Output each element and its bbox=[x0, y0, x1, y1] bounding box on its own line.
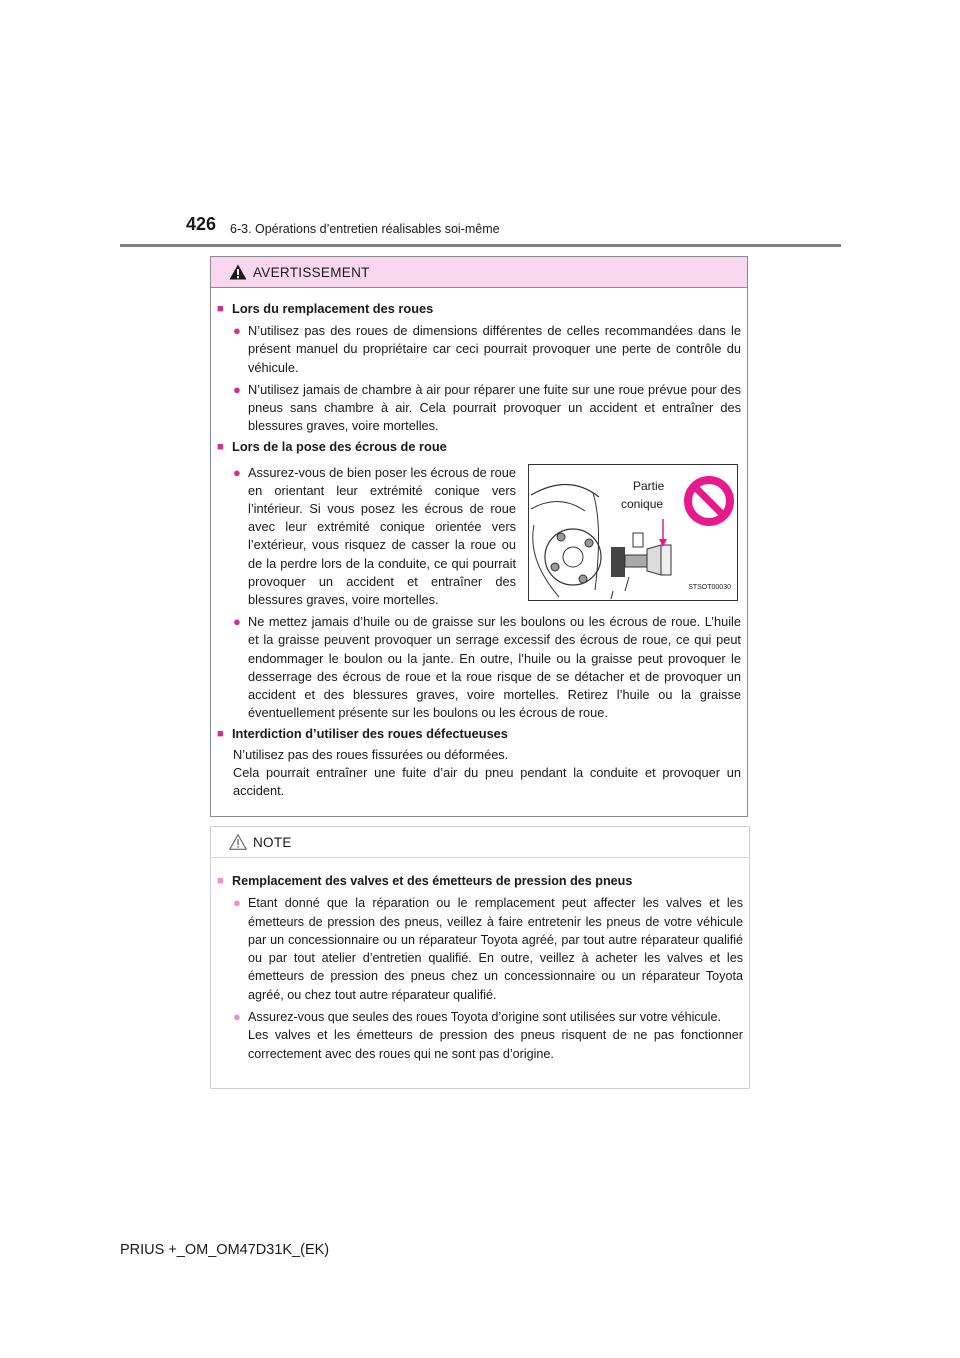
square-bullet-icon: ■ bbox=[217, 441, 224, 454]
section-title: 6-3. Opérations d’entretien réalisables soi-même bbox=[230, 222, 500, 236]
header-rule bbox=[120, 244, 841, 247]
paragraph: N’utilisez pas des roues fissurées ou déformées. bbox=[233, 746, 509, 762]
warning-box bbox=[210, 256, 748, 817]
round-bullet-icon: ● bbox=[233, 381, 241, 397]
paragraph: Cela pourrait entraîner une fuite d’air du pneu pendant la conduite et provoquer un accident. bbox=[233, 764, 741, 799]
square-bullet-icon: ■ bbox=[217, 875, 224, 887]
document-code-footer: PRIUS +_OM_OM47D31K_(EK) bbox=[120, 1242, 330, 1258]
list-item: ● N’utilisez jamais de chambre à air pour réparer une fuite sur une roue prévue pour des pneus sans chambre à air. Cela pourrait provoquer un accident et entraîner des blessures graves, voire mortelles. bbox=[233, 381, 741, 436]
figure-code: STSOT00030 bbox=[688, 584, 731, 592]
list-item: ● Etant donné que la réparation ou le remplacement peut affecter les valves et les émetteurs de pression des pneus, veillez à faire entretenir les pneus de votre véhicule par un concessionnaire ou un réparateur Toyota agréé, par tout autre réparateur qualifié ou par tout atelier d’entretien qualifié. En outre, veillez à acheter les valves et les émetteurs de pression des pneus chez un concessionnaire ou un réparateur Toyota agréé, ou chez tout autre réparateur qualifié. bbox=[233, 894, 743, 1004]
note-box bbox=[210, 826, 750, 1089]
page-number: 426 bbox=[186, 214, 217, 234]
list-item: ● Assurez-vous que seules des roues Toyota d’origine sont utilisées sur votre véhicule. Les valves et les émetteurs de pression des pneus risquent de ne pas fonctionner correctement avec des roues qui ne sont pas d’origine. bbox=[233, 1008, 743, 1063]
warning-heading-ecrous: ■ Lors de la pose des écrous de roue bbox=[217, 438, 741, 456]
warning-heading-defectueuses: ■ Interdiction d’utiliser des roues défectueuses bbox=[217, 725, 741, 743]
round-bullet-icon: ● bbox=[233, 1009, 241, 1025]
round-bullet-icon: ● bbox=[233, 323, 241, 339]
caution-triangle-outline-icon bbox=[229, 834, 247, 850]
round-bullet-icon: ● bbox=[233, 895, 241, 911]
wheel-nut-illustration bbox=[528, 464, 738, 601]
note-header bbox=[211, 827, 749, 858]
square-bullet-icon: ■ bbox=[217, 303, 224, 315]
square-bullet-icon: ■ bbox=[217, 728, 224, 741]
warning-header bbox=[211, 257, 747, 288]
warning-heading-roues: ■ Lors du remplacement des roues bbox=[217, 300, 741, 318]
figure-label-conique: conique bbox=[621, 496, 664, 511]
round-bullet-icon: ● bbox=[233, 614, 241, 630]
warning-title: AVERTISSEMENT bbox=[253, 264, 370, 280]
round-bullet-icon: ● bbox=[233, 464, 241, 480]
list-item: ● N’utilisez pas des roues de dimensions différentes de celles recommandées dans le présent manuel du propriétaire car ceci pourrait provoquer une perte de contrôle du véhicule. bbox=[233, 322, 741, 377]
list-item: ● Assurez-vous de bien poser les écrous de roue en orientant leur extrémité conique vers l’intérieur. Si vous posez les écrous de roue avec leur extrémité conique orientée vers l’extérieur, vous risquez de casser la roue ou de la perdre lors de la conduite, ce qui pourrait provoquer un accident et entraîner des blessures graves, voire mortelles. bbox=[233, 464, 516, 610]
note-title: NOTE bbox=[253, 834, 292, 850]
list-item: ● Ne mettez jamais d’huile ou de graisse sur les boulons ou les écrous de roue. L’huile et la graisse peuvent provoquer un serrage excessif des écrous de roue, ce qui peut endommager le boulon ou la jante. En outre, l’huile ou la graisse peut provoquer le desserrage des écrous de roue et la roue risque de se détacher et de provoquer un accident et des blessures graves, voire mortelles. Retirez l’huile ou la graisse éventuellement présente sur les boulons ou les écrous de roue. bbox=[233, 613, 741, 722]
note-heading-valves: ■ Remplacement des valves et des émetteurs de pression des pneus bbox=[217, 872, 743, 890]
warning-triangle-icon bbox=[229, 264, 247, 280]
figure-label-partie: Partie bbox=[633, 478, 665, 493]
